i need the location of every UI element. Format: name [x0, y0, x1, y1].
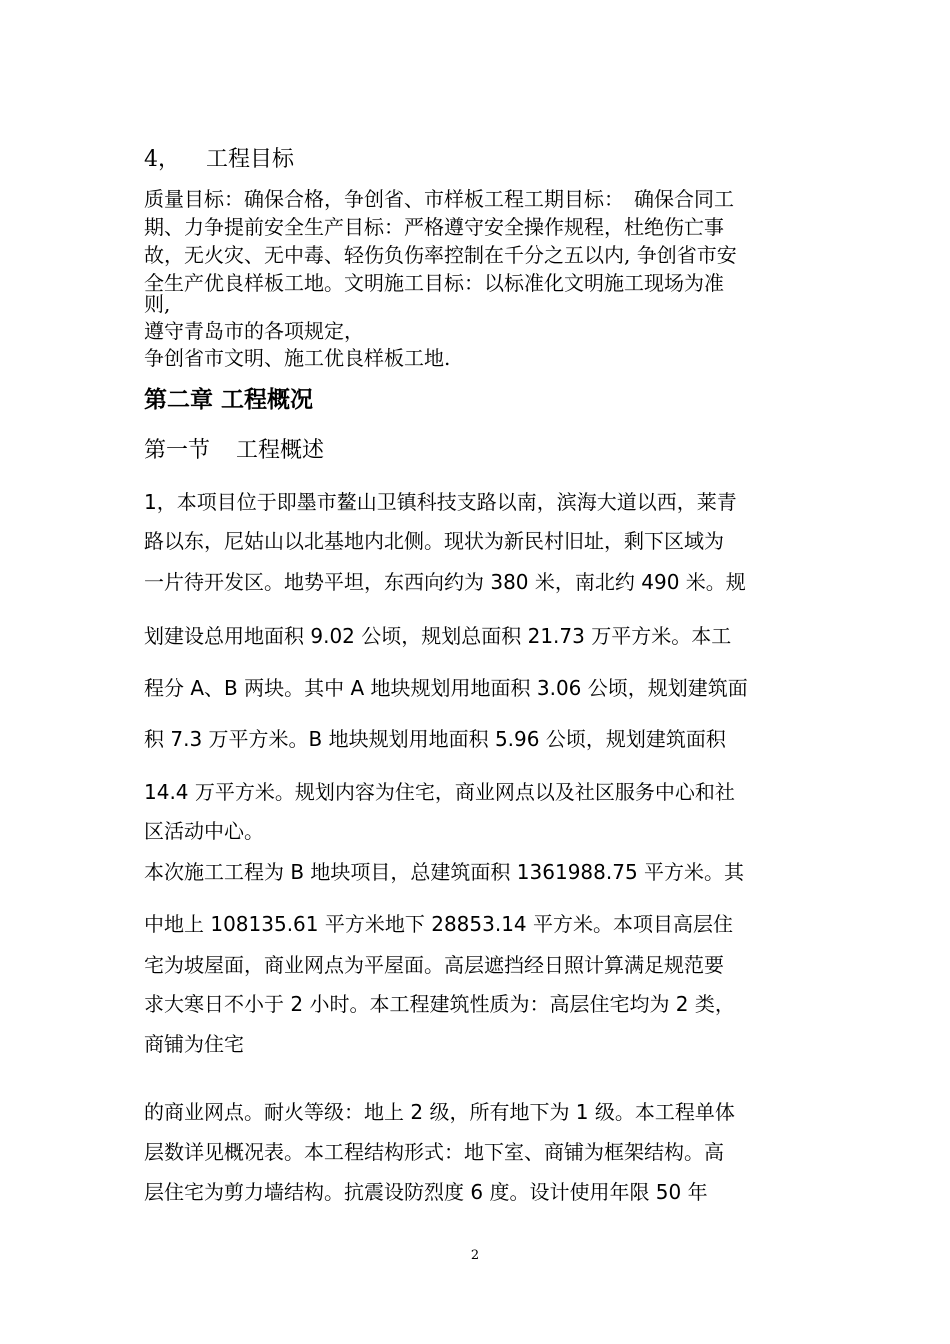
text-line: 积 7.3 万平方米。B 地块规划用地面积 5.96 公顷，规划建筑面积	[144, 727, 726, 751]
text-line: 路以东，尼姑山以北基地内北侧。现状为新民村旧址，剩下区域为	[144, 529, 724, 553]
section-heading-4	[144, 142, 294, 173]
section-title: 工程概述	[236, 438, 325, 463]
text-line: 则,	[144, 292, 171, 316]
text-line: 中地上 108135.61 平方米地下 28853.14 平方米。本项目高层住	[144, 912, 734, 936]
text-line: 区活动中心。	[144, 819, 264, 843]
text-line: 程分 A、B 两块。其中 A 地块规划用地面积 3.06 公顷，规划建筑面	[144, 676, 748, 700]
text-line: 划建设总用地面积 9.02 公顷，规划总面积 21.73 万平方米。本工	[144, 624, 732, 648]
text-line: 本次施工工程为 B 地块项目，总建筑面积 1361988.75 平方米。其	[144, 860, 745, 884]
text-line: 故，无火灾、无中毒、轻伤负伤率控制在千分之五以内, 争创省市安	[144, 243, 737, 267]
text-line: 14.4 万平方米。规划内容为住宅，商业网点以及社区服务中心和社	[144, 780, 735, 804]
text-line: 遵守青岛市的各项规定，	[144, 319, 364, 343]
section-heading-1	[144, 433, 324, 464]
text-line: 质量目标：确保合格，争创省、市样板工程工期目标： 确保合同工	[144, 187, 734, 211]
section-title: 工程目标	[206, 147, 295, 172]
text-line: 层数详见概况表。本工程结构形式：地下室、商铺为框架结构。高	[144, 1140, 724, 1164]
text-line: 1，本项目位于即墨市鳌山卫镇科技支路以南，滨海大道以西，莱青	[144, 490, 737, 514]
section-number: 第一节	[144, 438, 211, 463]
page-number: 2	[470, 1248, 480, 1263]
text-line: 的商业网点。耐火等级：地上 2 级，所有地下为 1 级。本工程单体	[144, 1100, 735, 1124]
text-line: 期、力争提前安全生产目标：严格遵守安全操作规程，杜绝伤亡事	[144, 215, 724, 239]
text-line: 宅为坡屋面，商业网点为平屋面。高层遮挡经日照计算满足规范要	[144, 953, 724, 977]
text-line: 一片待开发区。地势平坦，东西向约为 380 米，南北约 490 米。规	[144, 570, 746, 594]
section-number: 4，	[144, 147, 180, 172]
text-line: 争创省市文明、施工优良样板工地.	[144, 346, 451, 370]
chapter-heading: 第二章 工程概况	[144, 386, 314, 413]
text-line: 商铺为住宅	[144, 1032, 244, 1056]
text-line: 求大寒日不小于 2 小时。本工程建筑性质为：高层住宅均为 2 类，	[144, 992, 735, 1016]
text-line: 全生产优良样板工地。文明施工目标：以标准化文明施工现场为准	[144, 271, 724, 295]
text-line: 层住宅为剪力墙结构。抗震设防烈度 6 度。设计使用年限 50 年	[144, 1180, 708, 1204]
